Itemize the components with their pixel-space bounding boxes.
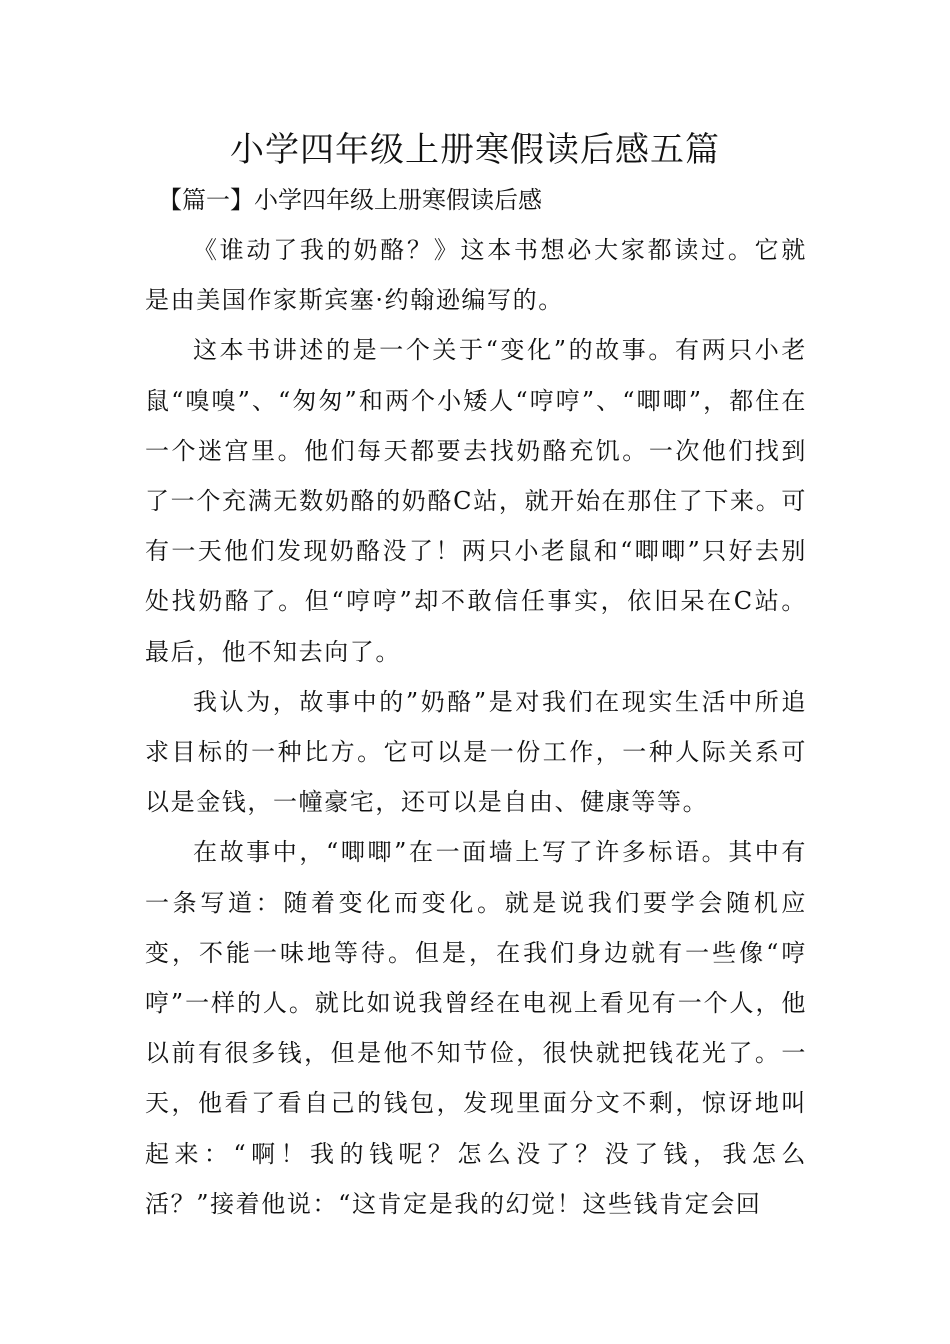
paragraph-intro: 《谁动了我的奶酪？》这本书想必大家都读过。它就是由美国作家斯宾塞·约翰逊编写的。 (145, 236, 807, 315)
section-heading: 【篇一】小学四年级上册寒假读后感 (158, 186, 542, 214)
document-title: 小学四年级上册寒假读后感五篇 (230, 130, 720, 170)
paragraph-opinion: 我认为，故事中的”奶酪”是对我们在现实生活中所追求目标的一种比方。它可以是一份工作，一种人际关系可以是金钱，一幢豪宅，还可以是自由、健康等等。 (145, 687, 807, 817)
paragraph-example: 在故事中，“唧唧”在一面墙上写了许多标语。其中有一条写道：随着变化而变化。就是说我们要学会随机应变，不能一味地等待。但是，在我们身边就有一些像“哼哼”一样的人。就比如说我曾经在电视上看见有一个人，他以前有很多钱，但是他不知节俭，很快就把钱花光了。一天，他看了看自己的钱包，发现里面分文不剩，惊讶地叫起来：“啊！我的钱呢？怎么没了？没了钱，我怎么活？”接着他说：“这肯定是我的幻觉！这些钱肯定会回 (145, 838, 807, 1218)
document-body (145, 225, 807, 1229)
paragraph-story: 这本书讲述的是一个关于“变化”的故事。有两只小老鼠“嗅嗅”、“匆匆”和两个小矮人“哼哼”、“唧唧”，都住在一个迷宫里。他们每天都要去找奶酪充饥。一次他们找到了一个充满无数奶酪的奶酪C站，就开始在那住了下来。可有一天他们发现奶酪没了！两只小老鼠和“唧唧”只好去别处找奶酪了。但“哼哼”却不敢信任事实，依旧呆在C站。最后，他不知去向了。 (145, 336, 807, 666)
